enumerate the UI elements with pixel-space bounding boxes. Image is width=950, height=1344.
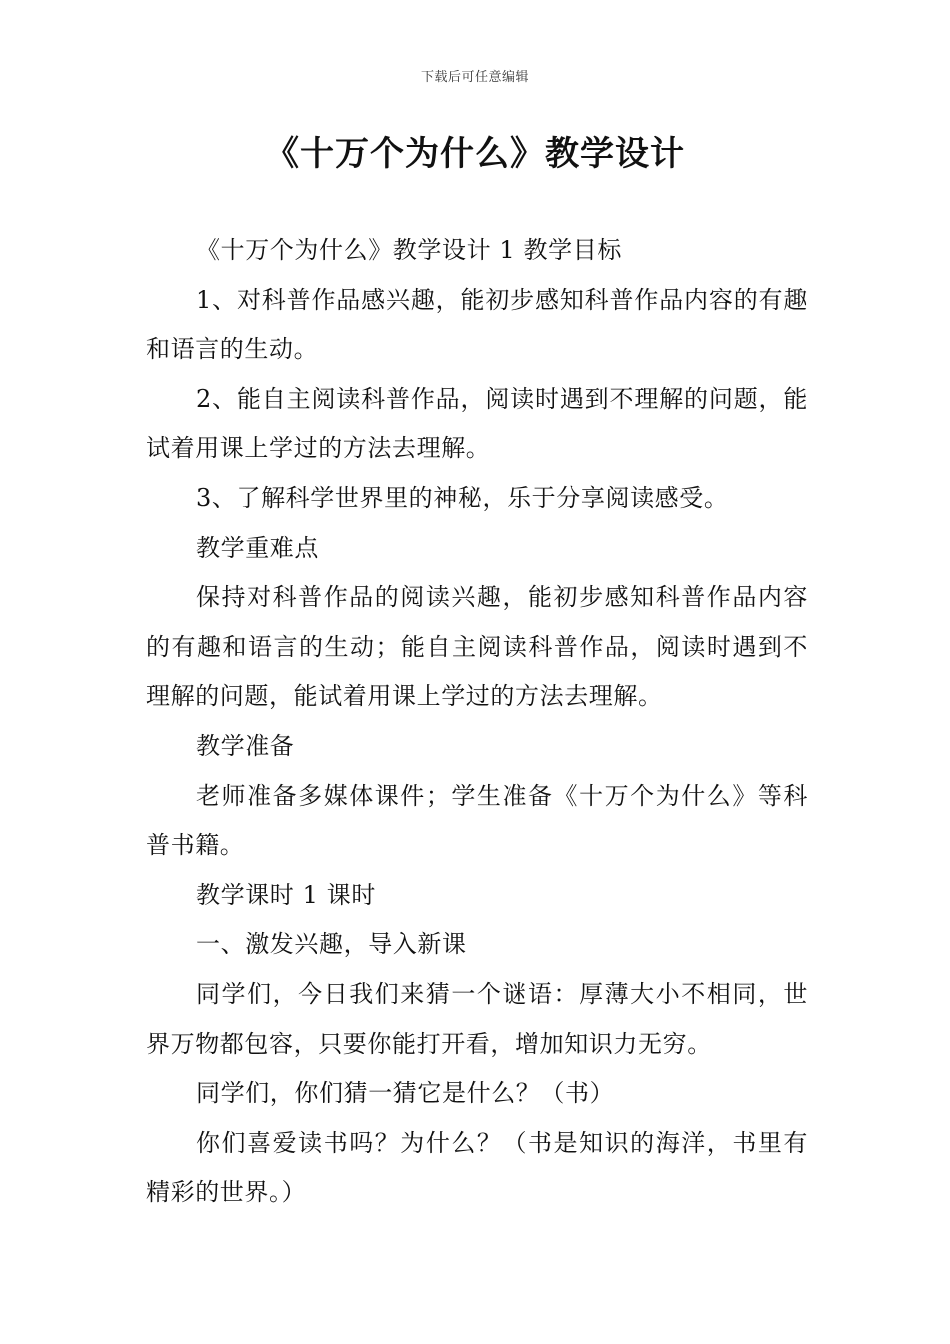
section-heading-introduction: 一、激发兴趣，导入新课: [196, 930, 467, 959]
question-paragraph-1: 同学们，你们猜一猜它是什么？（书）: [196, 1079, 615, 1108]
riddle-paragraph: 同学们，今日我们来猜一个谜语：厚薄大小不相同，世界万物都包容，只要你能打开看，增加知识力无穷。: [146, 979, 808, 1058]
section-heading-key-points: 教学重难点: [196, 533, 319, 562]
section-heading-objectives: 《十万个为什么》教学设计 1 教学目标: [196, 236, 622, 264]
objective-3: 3、了解科学世界里的神秘，乐于分享阅读感受。: [196, 483, 729, 512]
preparation-text: 老师准备多媒体课件；学生准备《十万个为什么》等科普书籍。: [146, 781, 808, 860]
document-body: [146, 226, 808, 1218]
question-paragraph-2: 你们喜爱读书吗？为什么？（书是知识的海洋，书里有精彩的世界。）: [146, 1128, 808, 1207]
objective-1: 1、对科普作品感兴趣，能初步感知科普作品内容的有趣和语言的生动。: [146, 285, 808, 364]
document-title: 《十万个为什么》教学设计: [265, 134, 685, 174]
section-heading-class-hours: 教学课时 1 课时: [196, 880, 376, 909]
objective-2: 2、能自主阅读科普作品，阅读时遇到不理解的问题，能试着用课上学过的方法去理解。: [146, 384, 808, 463]
key-points-text: 保持对科普作品的阅读兴趣，能初步感知科普作品内容的有趣和语言的生动；能自主阅读科普作品，阅读时遇到不理解的问题，能试着用课上学过的方法去理解。: [146, 583, 808, 711]
header-note: 下载后可任意编辑: [420, 70, 529, 85]
section-heading-preparation: 教学准备: [196, 731, 295, 760]
